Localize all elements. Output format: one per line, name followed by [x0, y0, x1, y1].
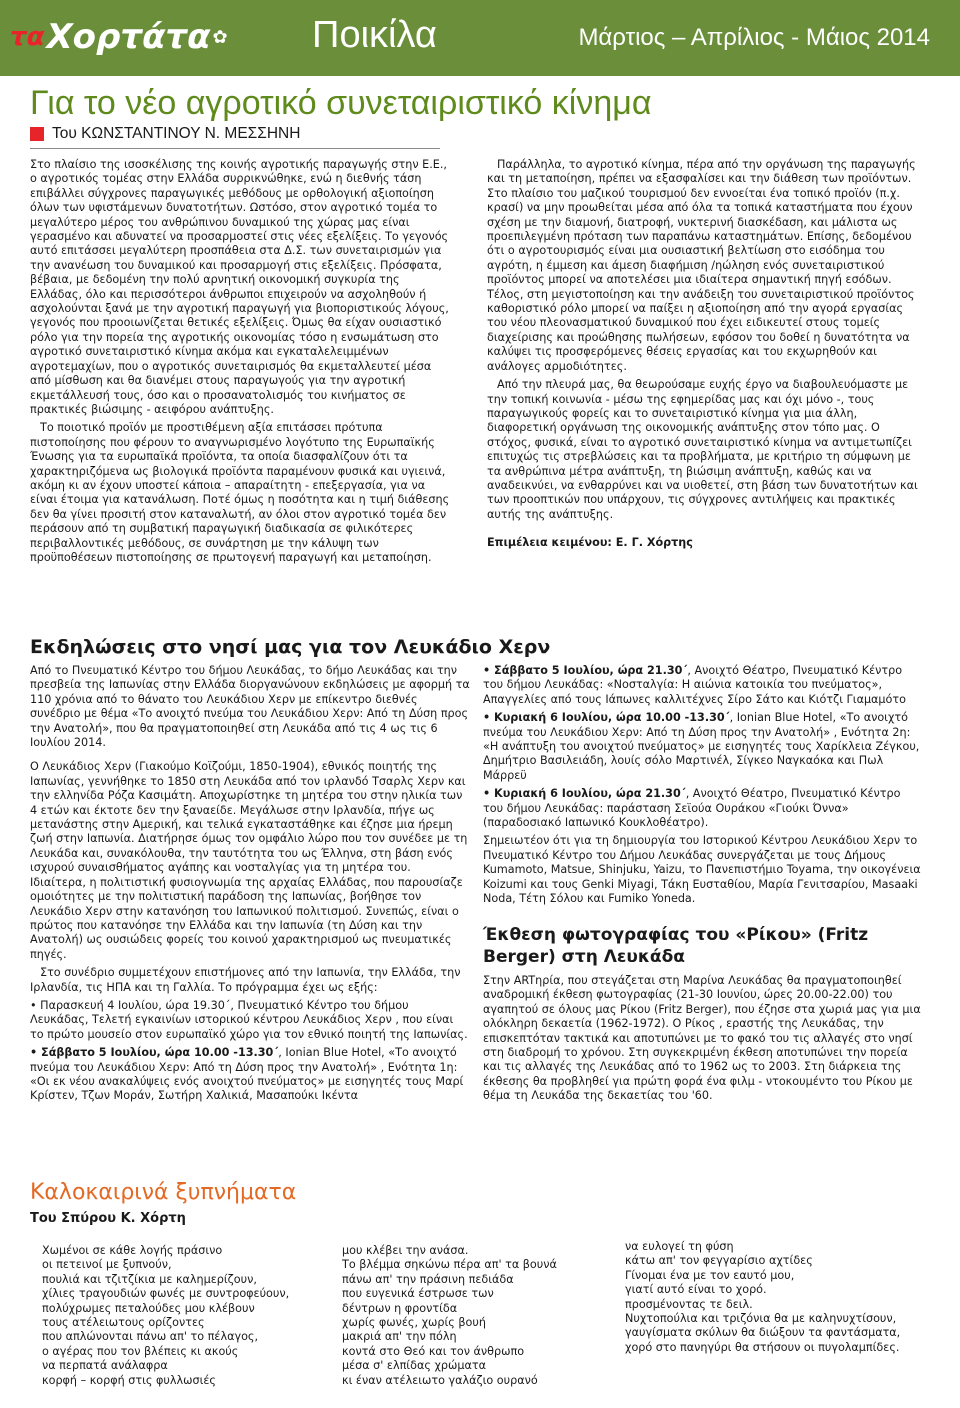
issue-date: Μάρτιος – Απρίλιος - Μάιος 2014 — [578, 24, 930, 51]
section-title: Ποικίλα — [312, 14, 437, 56]
poem-line: γαυγίσματα σκύλων θα διώξουν τα φαντάσματα, — [625, 1326, 901, 1340]
logo-name: Χορτάτα — [46, 17, 211, 57]
poem-line: γιατί αυτό είναι το χορό. — [625, 1283, 767, 1297]
article2-column-1 — [30, 664, 470, 1108]
logo — [10, 8, 228, 66]
article2-column-2 — [483, 664, 923, 911]
poem-stanza-2 — [342, 1244, 602, 1388]
poem-line: προσμένοντας τε δειλ. — [625, 1297, 753, 1311]
article1-author: Του ΚΩΝΣΤΑΝΤΙΝΟΥ Ν. ΜΕΣΣΗΝΗ — [52, 125, 301, 142]
program-item — [30, 999, 470, 1042]
program-when: • Κυριακή 6 Ιουλίου, ώρα 10.00 -13.30΄ — [483, 711, 730, 725]
program-item — [483, 787, 923, 830]
paragraph: Σημειωτέον ότι για τη δημιουργία του Ιστορικού Κέντρου Λευκάδιου Χερν το Πνευματικό Κέντρο του Δήμου Λευκάδας συνεργάζεται με τους Δήμους Kumamoto, Matsue, Shinjuku, Yaizu, το Πανεπιστήμιο Toyama, την οικογένεια Koizumi και τους Genki Miyagi, Τάκη Ευσταθίου, Μαρία Γενιτσαρίου, Masaaki Noda, Τέτη Σόλου και Fumiko Yoneda. — [483, 834, 921, 906]
poem-stanza-3 — [625, 1240, 945, 1355]
program-text: , Ανοιχτό Θέατρο, Πνευματικό Κέντρο του δήμου Λευκάδας: παράσταση Σεϊούα Ουράκου «Γιούκι Όννα» (παραδοσιακό Ιαπωνικό Κουκλοθέατρο). — [483, 787, 901, 830]
paragraph: Στο πλαίσιο της ισοσκέλισης της κοινής αγροτικής παραγωγής στην Ε.Ε., ο αγροτικός τομέας στην Ελλάδα συρρικνώθηκε, ενώ η διεθνής τάση επιβάλλει σύγχρονες παραγωγικές μεθόδους με ορθολογική αξιοποίηση όλων των υφιστάμενων δυνατοτήτων. Ωστόσο, στον αγροτικό τομέα το μεγαλύτερο μέρος του ανθρώπινου δυναμικού της χώρας μας είναι γερασμένο και αδυνατεί να προσαρμοστεί στις νέες εξελίξεις. Το γεγονός αυτό επιτάσσει μεγαλύτερη προσπάθεια στα Δ.Σ. των συνεταιρισμών για την ανανέωση του δυναμικού και προσαρμογή στις εξελίξεις. Πρόσφατα, βέβαια, με δεδομένη την πολύ αρνητική οικονομική συγκυρία της Ελλάδας, όλο και περισσότεροι άνθρωποι επιχειρούν να ασχοληθούν ή ασχολούνται ξανά με την αγροτική παραγωγή για βιοποριστικούς λόγους, γεγονός που προοιωνίζεται θετικές εξελίξεις. Όμως θα είχαν ουσιαστικό ρόλο για την πορεία της αγροτικής οικονομίας τόσο η ενσωμάτωση στο αγροτικό συνεταιριστικό κίνημα ακόμα και εγκαταλελειμμένων αγροτεμαχίων, που ο αγροτικός συνεταιρισμός θα εκμεταλλευτεί μέσα από μίσθωση και θα διανέμει στους παραγωγούς για την αγροτική εκμετάλλευσή τους, όσο και ο προσανατολισμός του κινήματος σε πρακτικές βιώσιμης - αειφόρου ανάπτυξης. — [30, 158, 449, 416]
poem-line: Χωμένοι σε κάθε λογής πράσινο — [42, 1244, 223, 1257]
poem-stanza-1 — [42, 1244, 302, 1388]
poem-line: πουλιά και τζιτζίκια με καλημερίζουν, — [42, 1272, 257, 1286]
divider — [30, 148, 440, 149]
poem-line: τους ατέλειωτους ορίζοντες — [42, 1316, 205, 1330]
poem-line: πολύχρωμες πεταλούδες μου κλέβουν — [42, 1301, 255, 1315]
paragraph: Παράλληλα, το αγροτικό κίνημα, πέρα από την οργάνωση της παραγωγής και τη μεταποίηση, πρέπει να εξασφαλίσει και την διάθεση των προϊόντων. Στο πλαίσιο του μαζικού τουρισμού δεν εννοείται ένα τοπικό προϊόν (π.χ. κρασί) να μην προωθείται μέσα από όλα τα τοπικά καταστήματα που έχουν σχέση με την διαμονή, διατροφή, νυκτερινή διασκέδαση, και μάλιστα ως προεπιλεγμένη πρόταση των παραπάνω καταστημάτων. Επίσης, δεδομένου ότι ο αγροτουρισμός είναι μια ουσιαστική βελτίωση στο εισόδημα του αγρότη, η έμμεση και άμεση διαφήμιση /ηώληση ενός συνεταιριστικού προϊόντος μπορεί να αποτελέσει μια ιδιαίτερα σημαντική πηγή εσόδων. Τέλος, στη μεγιστοποίηση και την ανάδειξη του συνεταιριστικού προϊόντος καθοριστικό ρόλο μπορεί να παίξει η αξιοποίηση από την αγορά εργασίας του νέου πλεονασματικού δυναμικού που έχει ειδικευτεί στους τομείς διαχείρισης και προώθησης πωλήσεων, εφόσον του δοθεί η δυνατότητα να καλύψει τις προσφερόμενες θέσεις εργασίας και του εκχωρηθούν και ανάλογες αρμοδιότητες. — [487, 158, 916, 373]
paragraph: Στην ARTηρία, που στεγάζεται στη Μαρίνα Λευκάδας θα πραγματοποιηθεί αναδρομική έκθεση φωτογραφίας (21-30 Ιουνίου, ώρες 20.00-22.00) του αγαπητού σε όλους μας Ρίκου (Fritz Berger), που έζησε στα χωριά μας για μια ολόκληρη δεκαετία (1962-1972). Ο Ρίκος , εραστής της Λευκάδας, την επισκεπτόταν τακτικά και αποτυπώνει με το φακό του τις αλλαγές στο νησί στη διαδρομή το χρόνου. Στη συγκεκριμένη έκθεση αποτυπώνει την πορεία και τις αλλαγές της Λευκάδας από το 1962 ως το 2003. Στη διάρκεια της έκθεσης θα προβληθεί για πρώτη φορά ένα φιλμ - ντοκουμέντο του Ρίκου με θέμα τη Λευκάδα της δεκαετίας του '60. — [483, 974, 921, 1103]
logo-prefix: τα — [10, 22, 45, 52]
red-square-icon — [30, 127, 44, 141]
article4-byline: Του Σπύρου Κ. Χόρτη — [30, 1211, 186, 1226]
poem-line: χίλιες τραγουδιών φωνές με συντροφεύουν, — [42, 1287, 290, 1301]
poem-line: που ευγενικά έστρωσε των — [342, 1287, 494, 1301]
program-text: , Ionian Blue Hotel, «Το ανοιχτό πνεύμα του Λευκάδιου Χερν: Από τη Δύση προς την Ανατολή» , Ενότητα 1η: «Οι εκ νέου ανακαλύψεις ενός ανοιχτού πνεύματος» με εισηγητές τους Μαρί Κρίστεν, Τζων Μοράν, Σωτήρη Χαλικιά, Μασαπούκι Ικέντα — [30, 1046, 464, 1103]
header-bar — [0, 0, 960, 76]
program-when: • Σάββατο 5 Ιουλίου, ώρα 21.30΄ — [483, 664, 688, 677]
poem-line: κι έναν ατέλειωτο γαλάζιο ουρανό — [342, 1373, 538, 1387]
poem-line: που απλώνονται πάνω απ' το πέλαγος, — [42, 1330, 259, 1344]
poem-line: κάτω απ' τον φεγγαρίσιο αχτίδες — [625, 1254, 813, 1268]
poem-line: ο αγέρας που τον βλέπεις κι ακούς — [42, 1344, 239, 1358]
program-text: , Ανοιχτό Θέατρο, Πνευματικό Κέντρο του δήμου Λευκάδας: «Νοσταλγία: Η αιώνια κατοικία του πνεύματος», Απαγγελίες από τους Ιάπωνες καλλιτέχνες Σίρο Σάτο και Κιότζι Γιαμαμότο — [483, 664, 906, 706]
poem-line: χωρίς φωνές, χωρίς βουή — [342, 1316, 486, 1330]
poem-line: κοντά στο Θεό και τον άνθρωπο — [342, 1344, 525, 1358]
poem-line: μέσα σ' ελπίδας χρώματα — [342, 1359, 486, 1373]
poem-line: χορό στο πανηγύρι θα στήσουν οι πυγολαμπίδες. — [625, 1340, 900, 1354]
paragraph: Ο Λευκάδιος Χερν (Γιακούμο Κοϊζούμι, 1850-1904), εθνικός ποιητής της Ιαπωνίας, γεννήθηκε το 1850 στη Λευκάδα από τον ιρλανδό Τσαρλς Χερν και την ελληνίδα Ρόζα Κασιμάτη. Αποχωρίστηκε τη μητέρα του στην ηλικία των 4 ετών και έκτοτε δεν την ξαναείδε. Μεγάλωσε στην Ιρλανδία, πήγε ως μετανάστης στην Αμερική, και τελικά εγκαταστάθηκε και έζησε μια ήρεμη ζωή στην Ιαπωνία. Διατήρησε όμως τον ομφάλιο λώρο που τον συνέδεε με τη Λευκάδα και, συνακόλουθα, την ταυτότητα του ως Έλληνα, στη βάση ενός ισχυρού συναισθήματος αγάπης και νοσταλγίας για τη μητέρα του. Ιδιαίτερα, η πολιτιστική φυσιογνωμία της αρχαίας Ελλάδας, που παρουσίαζε ομοιότητες με την πολιτιστική παράδοση της Ιαπωνίας, βοήθησε τον Λευκάδιο Χερν στην κατανόηση του Ιαπωνικού πολιτισμού. Συνεπώς, είναι ο πρώτος που κατανόησε την Ελλάδα και την Ιαπωνία (τη Δύση και την Ανατολή) ως ουσιώδεις φορείς του κοινού χαρακτηρισμού ως πνευματικές πηγές. — [30, 760, 468, 961]
poem-line: κορφή – κορφή στις φυλλωσιές — [42, 1373, 216, 1387]
program-item — [30, 1046, 470, 1104]
program-when: • Σάββατο 5 Ιουλίου, ώρα 10.00 -13.30΄ — [30, 1046, 279, 1060]
paragraph: Στο συνέδριο συμμετέχουν επιστήμονες από την Ιαπωνία, την Ελλάδα, την Ιρλανδία, τις ΗΠΑ και τη Γαλλία. Το πρόγραμμα έχει ως εξής: — [30, 966, 461, 994]
poem-line: μου κλέβει την ανάσα. — [342, 1244, 469, 1257]
article1-title: Για το νέο αγροτικό συνεταιριστικό κίνημα — [30, 84, 652, 122]
program-item — [483, 711, 923, 783]
leaf-icon: ✿ — [212, 26, 228, 48]
poem-line: δέντρων η φροντίδα — [342, 1301, 458, 1315]
poem-line: πάνω απ' την πράσινη πεδιάδα — [342, 1272, 514, 1286]
article1-column-2 — [487, 158, 922, 555]
article3-body — [483, 974, 923, 1108]
paragraph: Από το Πνευματικό Κέντρο του δήμου Λευκάδας, το δήμο Λευκάδας και την πρεσβεία της Ιαπωνίας στην Ελλάδα διοργανώνουν εκδηλώσεις με αφορμή τα 110 χρόνια από το θάνατο του Λευκάδιου Χερν με επίκεντρο διεθνές συνέδριο με θέμα «Το ανοιχτό πνεύμα του Λευκάδιου Χερν: Από τη Δύση προς την Ανατολή», που θα πραγματοποιηθεί στη Λευκάδα από τις 4 ως τις 6 Ιουλίου 2014. — [30, 664, 470, 750]
program-text: , Ionian Blue Hotel, «Το ανοιχτό πνεύμα του Λευκάδιου Χερν: Από τη Δύση προς την Ανατολή» , Ενότητα 2η: «Η ανάπτυξη του ανοιχτού πνεύματος» με εισηγητές τους Χαρίκλεια Ζέγκου, Δημήτριο Βασιλειάδη, λουίς σόλο Μαρτινέλ, Σίγκεο Ναγκαόκα και Πωλ Μάρρεϋ — [483, 711, 920, 782]
article3-title: Έκθεση φωτογραφίας του «Ρίκου» (Fritz Berger) στη Λευκάδα — [483, 925, 869, 967]
poem-line: να περπατά ανάλαφρα — [42, 1359, 168, 1373]
article1-byline — [30, 125, 300, 143]
poem-line: οι πετεινοί με ξυπνούν, — [42, 1258, 172, 1272]
program-text: , Πνευματικό Κέντρο του δήμου Λευκάδας, Τελετή εγκαινίων ιστορικού κέντρου Λευκάδιος Χερν , που είναι το πρώτο μουσείο στον ευρωπαϊκό χώρο για τον εθνικό ποιητή της Ιαπωνίας. — [30, 998, 468, 1041]
paragraph: Το ποιοτικό προϊόν με προστιθέμενη αξία επιτάσσει πρότυπα πιστοποίησης που φέρουν το αναγνωρισμένο λογότυπο της Ευρωπαϊκής Ένωσης για τα ευρωπαϊκά προϊόντα, τα οποία διασφαλίζουν ότι τα χαρακτηριζόμενα ως βιολογικά προϊόντα παραμένουν φυσικά και υγιεινά, ακόμη κι αν έχουν υποστεί κάποια – απαραίτητη - επεξεργασία, για να είναι έτοιμα για κατανάλωση. Ποτέ όμως η ποσότητα και η τιμή διάθεσης δεν θα γίνει προσιτή στον καταναλωτή, αν όλοι στον αγροτικό τομέα δεν περάσουν από τη συμβατική παραγωγική διαδικασία σε φιλικότερες περιβαλλοντικές μεθόδους, σε συνάρτηση με την κάλυψη των προϋποθέσεων πιστοποίησης σε πρωτογενή παραγωγή και μεταποίηση. — [30, 421, 450, 564]
poem-line: να ευλογεί τη φύση — [625, 1240, 734, 1253]
article4-title: Καλοκαιρινά ξυπνήματα — [30, 1180, 297, 1205]
program-item — [483, 664, 923, 707]
article1-credit: Επιμέλεια κειμένου: Ε. Γ. Χόρτης — [487, 536, 693, 550]
poem-line: Το βλέμμα σηκώνω πέρα απ' τα βουνά — [342, 1258, 557, 1272]
poem-line: Νυχτοπούλια και τριζόνια θα με καληνυχτίσουν, — [625, 1312, 897, 1326]
program-when: • Παρασκευή 4 Ιουλίου, ώρα 19.30΄ — [30, 998, 231, 1012]
poem-line: Γίνομαι ένα με τον εαυτό μου, — [625, 1268, 795, 1282]
program-when: • Κυριακή 6 Ιουλίου, ώρα 21.30΄ — [483, 787, 686, 801]
poem-line: μακριά απ' την πόλη — [342, 1330, 457, 1344]
article2-title: Εκδηλώσεις στο νησί μας για τον Λευκάδιο Χερν — [30, 636, 551, 658]
paragraph: Από την πλευρά μας, θα θεωρούσαμε ευχής έργο να διαβουλευόμαστε με την τοπική κοινωνία - μέσω της εφημερίδας μας και όχι μόνο -, τους παραγωγικούς φορείς και το συνεταιριστικό κίνημα για μια άλλη, διαφορετική οργάνωση της οικονομικής ανάπτυξης στον τόπο μας. Ο στόχος, φυσικά, είναι το αγροτικό συνεταιριστικό κίνημα να αντιμετωπίζει επιτυχώς τις στρεβλώσεις και τα προβλήματα, με κριτήριο τη σύμφωνη με τα ανθρώπινα μέτρα ανάπτυξη, τη βιώσιμη ανάπτυξη, καθώς και να αναδεικνύει, να ενθαρρύνει και να υιοθετεί, στη βάση των δυνατοτήτων και των προοπτικών που υπάρχουν, τις σύγχρονες αντιλήψεις και πρακτικές αυτής της ανάπτυξης. — [487, 378, 918, 521]
article1-column-1 — [30, 158, 450, 569]
